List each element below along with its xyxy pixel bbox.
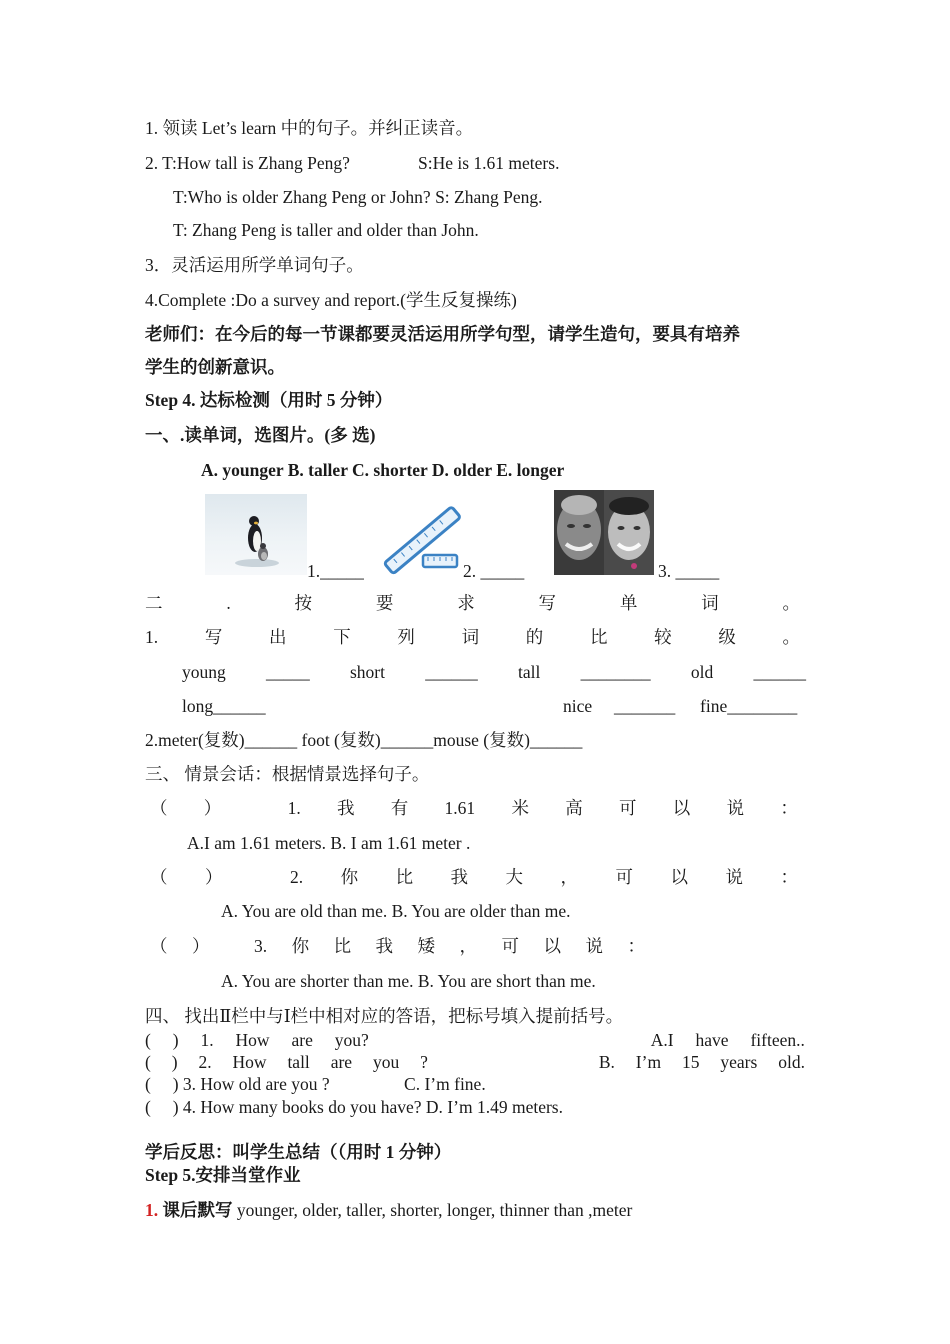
ruler-image	[383, 505, 463, 577]
pic-blank-2: 2. _____	[463, 561, 525, 581]
section2-question1: 1. 写 出 下 列 词 的 比 较 级 。	[145, 627, 800, 647]
word-long: long______	[182, 696, 266, 716]
homework-number: 1.	[145, 1200, 159, 1220]
section2-row1: young _____ short ______ tall ________ old ______	[182, 662, 806, 682]
line-2b: S:He is 1.61 meters.	[418, 153, 560, 173]
word-nice-blank: _______	[614, 696, 676, 716]
step4-heading: Step 4. 达标检测（用时 5 分钟）	[145, 390, 393, 410]
section3-q2: （ ） 2. 你 比 我 大 ， 可 以 说 ：	[150, 867, 798, 887]
section2-plurals: 2.meter(复数)______ foot (复数)______mouse (复数)______	[145, 730, 583, 750]
section3-a2: A. You are old than me. B. You are older than me.	[221, 901, 571, 921]
word-nice: nice	[563, 696, 593, 716]
section2-title: 二 . 按 要 求 写 单 词 。	[145, 593, 800, 613]
section4-row2: ( ) 2. How tall are you ? B. I’m 15 years old.	[145, 1052, 805, 1072]
section4-row4: ( ) 4. How many books do you have? D. I’m 1.49 meters.	[145, 1097, 563, 1117]
line-6: 4.Complete :Do a survey and report.(学生反复操练)	[145, 290, 517, 310]
section3-q3: （ ） 3. 你 比 我 矮 ， 可 以 说 ：	[150, 936, 645, 956]
pic-blank-3: 3. _____	[658, 561, 720, 581]
section3-a3: A. You are shorter than me. B. You are short than me.	[221, 971, 596, 991]
line-1: 1. 领读 Let’s learn 中的句子。并纠正读音。	[145, 118, 474, 138]
penguin-image	[205, 494, 307, 575]
section4-row3: ( ) 3. How old are you ? C. I’m fine.	[145, 1074, 486, 1094]
teacher-note-2: 学生的创新意识。	[145, 357, 285, 377]
homework-words: younger, older, taller, shorter, longer, thinner than ,meter	[232, 1200, 633, 1220]
line-4: T: Zhang Peng is taller and older than John.	[173, 220, 479, 240]
section3-q1: （ ） 1. 我 有 1.61 米 高 可 以 说 ：	[150, 798, 798, 818]
reflection-heading: 学后反思：叫学生总结（（用时 1 分钟）	[145, 1142, 452, 1162]
line-2a: 2. T:How tall is Zhang Peng?	[145, 153, 350, 173]
section4-title: 四、 找出Ⅱ栏中与Ⅰ栏中相对应的答语，把标号填入提前括号。	[145, 1006, 624, 1026]
section3-a1: A.I am 1.61 meters. B. I am 1.61 meter .	[187, 833, 471, 853]
old-man-and-child-image	[554, 490, 654, 575]
word-fine: fine________	[700, 696, 798, 716]
homework-line	[145, 1199, 632, 1221]
line-5: 3．灵活运用所学单词句子。	[145, 255, 364, 275]
line-3: T:Who is older Zhang Peng or John? S: Zhang Peng.	[173, 187, 543, 207]
section1-title: 一、.读单词，选图片。(多 选)	[145, 425, 376, 445]
section3-title: 三、 情景会话：根据情景选择句子。	[145, 764, 430, 784]
step5-heading: Step 5.安排当堂作业	[145, 1165, 301, 1185]
homework-label: 课后默写	[162, 1200, 233, 1220]
pic-blank-1: 1._____	[307, 561, 364, 581]
section1-options: A. younger B. taller C. shorter D. older E. longer	[201, 460, 565, 480]
teacher-note-1: 老师们：在今后的每一节课都要灵活运用所学句型，请学生造句，要具有培养	[145, 324, 740, 344]
section4-row1: ( ) 1. How are you? A.I have fifteen..	[145, 1030, 805, 1050]
